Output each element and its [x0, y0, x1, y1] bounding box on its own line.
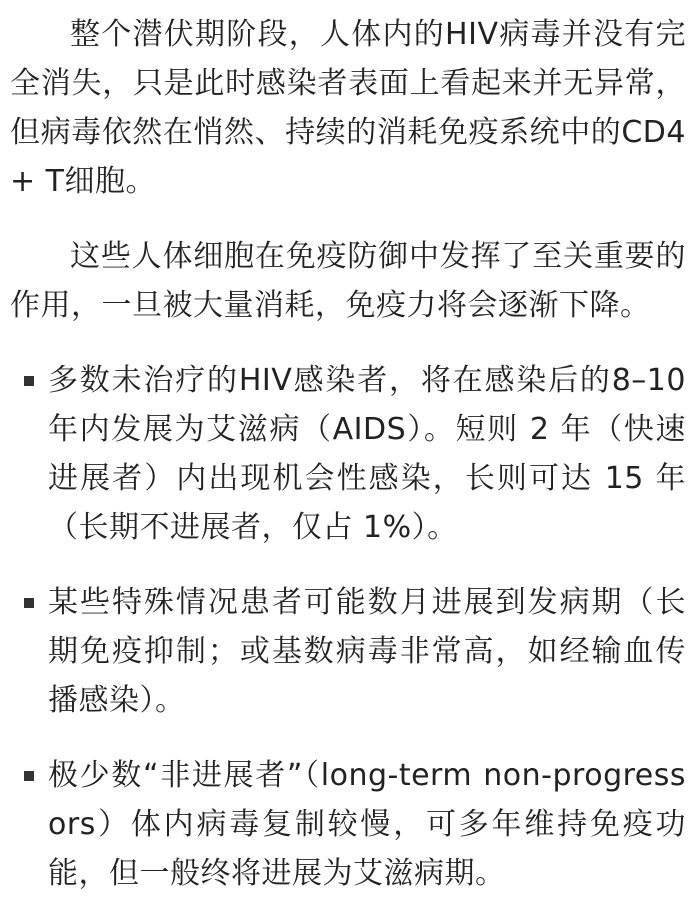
- list-item: [10, 578, 686, 725]
- square-bullet-icon: [24, 598, 34, 608]
- square-bullet-icon: [24, 771, 34, 781]
- list-item-text: 极少数“非进展者”（long-term non-progressors）体内病毒复制较慢，可多年维持免疫功能，但一般终将进展为艾滋病期。: [48, 758, 686, 891]
- list-item: [10, 356, 686, 552]
- progression-list: [10, 356, 686, 898]
- paragraph-immune-decline: 这些人体细胞在免疫防御中发挥了至关重要的作用，一旦被大量消耗，免疫力将会逐渐下降。: [10, 239, 686, 323]
- list-item-text: 多数未治疗的HIV感染者，将在感染后的8–10年内发展为艾滋病（AIDS）。短则 2 年（快速进展者）内出现机会性感染，长则可达 15 年（长期不进展者，仅占 1%）。: [48, 363, 686, 545]
- paragraph-latency: 整个潜伏期阶段，人体内的HIV病毒并没有完全消失，只是此时感染者表面上看起来并无异常，但病毒依然在悄然、持续的消耗免疫系统中的CD4+ T细胞。: [10, 17, 686, 199]
- list-item: [10, 751, 686, 898]
- square-bullet-icon: [24, 376, 34, 386]
- list-item-text: 某些特殊情况患者可能数月进展到发病期（长期免疫抑制；或基数病毒非常高，如经输血传播感染）。: [48, 585, 686, 718]
